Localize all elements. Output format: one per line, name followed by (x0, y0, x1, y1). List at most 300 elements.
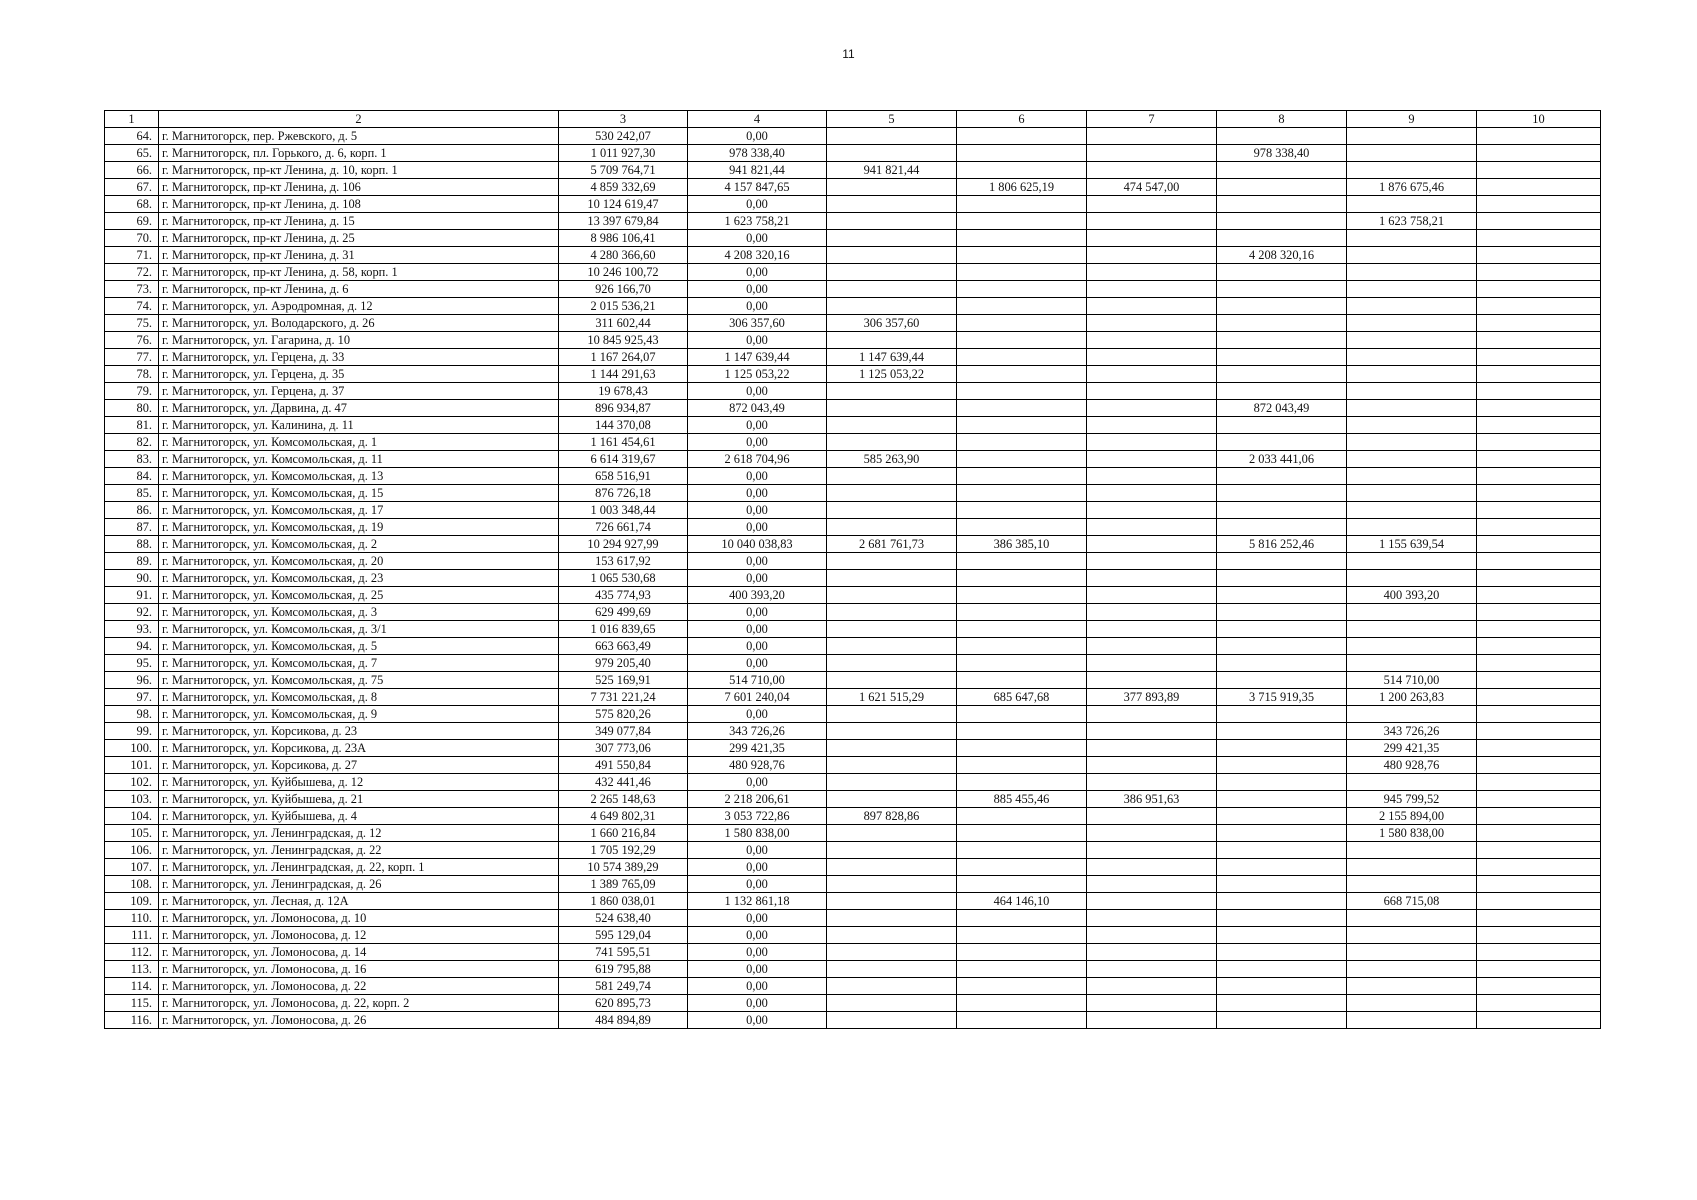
value-cell-9: 400 393,20 (1347, 587, 1477, 604)
value-cell-3: 6 614 319,67 (559, 451, 688, 468)
value-cell-8 (1217, 468, 1347, 485)
value-cell-7 (1087, 1012, 1217, 1029)
value-cell-3: 1 065 530,68 (559, 570, 688, 587)
value-cell-6 (957, 281, 1087, 298)
value-cell-6 (957, 723, 1087, 740)
value-cell-10 (1477, 961, 1601, 978)
address-cell: г. Магнитогорск, ул. Ленинградская, д. 22 (159, 842, 559, 859)
value-cell-5: 941 821,44 (827, 162, 957, 179)
row-number-cell: 71. (105, 247, 159, 264)
value-cell-6 (957, 706, 1087, 723)
value-cell-5 (827, 587, 957, 604)
value-cell-9 (1347, 944, 1477, 961)
value-cell-9 (1347, 400, 1477, 417)
value-cell-7: 474 547,00 (1087, 179, 1217, 196)
value-cell-6 (957, 808, 1087, 825)
value-cell-10 (1477, 213, 1601, 230)
address-cell: г. Магнитогорск, ул. Комсомольская, д. 5 (159, 638, 559, 655)
value-cell-4: 0,00 (688, 774, 827, 791)
value-cell-3: 435 774,93 (559, 587, 688, 604)
value-cell-8 (1217, 638, 1347, 655)
value-cell-4: 0,00 (688, 842, 827, 859)
row-number-cell: 115. (105, 995, 159, 1012)
table-row (105, 842, 1601, 859)
value-cell-7 (1087, 536, 1217, 553)
value-cell-4: 4 157 847,65 (688, 179, 827, 196)
value-cell-5 (827, 281, 957, 298)
value-cell-3: 4 859 332,69 (559, 179, 688, 196)
value-cell-10 (1477, 672, 1601, 689)
value-cell-7 (1087, 366, 1217, 383)
value-cell-10 (1477, 553, 1601, 570)
value-cell-5 (827, 434, 957, 451)
value-cell-9 (1347, 604, 1477, 621)
value-cell-10 (1477, 315, 1601, 332)
value-cell-4: 2 618 704,96 (688, 451, 827, 468)
value-cell-5 (827, 621, 957, 638)
value-cell-9 (1347, 706, 1477, 723)
value-cell-8 (1217, 621, 1347, 638)
table-row (105, 247, 1601, 264)
table-row (105, 587, 1601, 604)
address-cell: г. Магнитогорск, ул. Корсикова, д. 27 (159, 757, 559, 774)
value-cell-7 (1087, 502, 1217, 519)
value-cell-5 (827, 570, 957, 587)
table-row (105, 434, 1601, 451)
address-cell: г. Магнитогорск, ул. Комсомольская, д. 13 (159, 468, 559, 485)
value-cell-3: 979 205,40 (559, 655, 688, 672)
value-cell-6 (957, 332, 1087, 349)
value-cell-3: 484 894,89 (559, 1012, 688, 1029)
value-cell-4: 0,00 (688, 230, 827, 247)
value-cell-4: 0,00 (688, 638, 827, 655)
value-cell-5 (827, 791, 957, 808)
row-number-cell: 90. (105, 570, 159, 587)
value-cell-3: 1 144 291,63 (559, 366, 688, 383)
address-cell: г. Магнитогорск, ул. Ломоносова, д. 14 (159, 944, 559, 961)
value-cell-5 (827, 1012, 957, 1029)
value-cell-4: 0,00 (688, 961, 827, 978)
value-cell-10 (1477, 655, 1601, 672)
value-cell-3: 595 129,04 (559, 927, 688, 944)
table-row (105, 400, 1601, 417)
value-cell-6 (957, 553, 1087, 570)
value-cell-8 (1217, 281, 1347, 298)
value-cell-8: 4 208 320,16 (1217, 247, 1347, 264)
address-cell: г. Магнитогорск, пл. Горького, д. 6, корп. 1 (159, 145, 559, 162)
value-cell-6 (957, 638, 1087, 655)
value-cell-4: 0,00 (688, 978, 827, 995)
value-cell-9 (1347, 383, 1477, 400)
value-cell-7 (1087, 570, 1217, 587)
table-row (105, 859, 1601, 876)
row-number-cell: 104. (105, 808, 159, 825)
column-header: 6 (957, 111, 1087, 128)
value-cell-5 (827, 145, 957, 162)
value-cell-4: 0,00 (688, 910, 827, 927)
value-cell-5 (827, 128, 957, 145)
column-header: 1 (105, 111, 159, 128)
value-cell-3: 1 011 927,30 (559, 145, 688, 162)
value-cell-8 (1217, 502, 1347, 519)
value-cell-7 (1087, 825, 1217, 842)
address-cell: г. Магнитогорск, пр-кт Ленина, д. 58, корп. 1 (159, 264, 559, 281)
value-cell-8 (1217, 315, 1347, 332)
value-cell-10 (1477, 332, 1601, 349)
value-cell-9 (1347, 927, 1477, 944)
value-cell-5 (827, 553, 957, 570)
row-number-cell: 64. (105, 128, 159, 145)
value-cell-9: 480 928,76 (1347, 757, 1477, 774)
value-cell-7 (1087, 434, 1217, 451)
value-cell-7 (1087, 519, 1217, 536)
value-cell-3: 491 550,84 (559, 757, 688, 774)
value-cell-6 (957, 485, 1087, 502)
table-row (105, 672, 1601, 689)
value-cell-6 (957, 196, 1087, 213)
value-cell-4: 0,00 (688, 468, 827, 485)
value-cell-4: 0,00 (688, 944, 827, 961)
table-row (105, 740, 1601, 757)
value-cell-7: 386 951,63 (1087, 791, 1217, 808)
value-cell-5 (827, 944, 957, 961)
value-cell-9 (1347, 162, 1477, 179)
row-number-cell: 73. (105, 281, 159, 298)
table-row (105, 825, 1601, 842)
value-cell-8 (1217, 672, 1347, 689)
value-cell-6 (957, 519, 1087, 536)
row-number-cell: 101. (105, 757, 159, 774)
value-cell-5 (827, 723, 957, 740)
address-cell: г. Магнитогорск, пер. Ржевского, д. 5 (159, 128, 559, 145)
table-row (105, 128, 1601, 145)
value-cell-7 (1087, 417, 1217, 434)
address-cell: г. Магнитогорск, ул. Ленинградская, д. 12 (159, 825, 559, 842)
value-cell-4: 0,00 (688, 1012, 827, 1029)
value-cell-3: 619 795,88 (559, 961, 688, 978)
value-cell-9: 1 155 639,54 (1347, 536, 1477, 553)
address-cell: г. Магнитогорск, ул. Герцена, д. 33 (159, 349, 559, 366)
value-cell-5 (827, 757, 957, 774)
value-cell-3: 658 516,91 (559, 468, 688, 485)
value-cell-8 (1217, 808, 1347, 825)
value-cell-8 (1217, 434, 1347, 451)
value-cell-10 (1477, 978, 1601, 995)
value-cell-9 (1347, 519, 1477, 536)
value-cell-10 (1477, 485, 1601, 502)
value-cell-10 (1477, 621, 1601, 638)
value-cell-4: 480 928,76 (688, 757, 827, 774)
table-row (105, 910, 1601, 927)
value-cell-5 (827, 706, 957, 723)
value-cell-8 (1217, 587, 1347, 604)
address-cell: г. Магнитогорск, ул. Комсомольская, д. 7 (159, 655, 559, 672)
value-cell-6 (957, 587, 1087, 604)
value-cell-10 (1477, 859, 1601, 876)
value-cell-5 (827, 638, 957, 655)
value-cell-8 (1217, 213, 1347, 230)
value-cell-7 (1087, 298, 1217, 315)
table-row (105, 978, 1601, 995)
value-cell-7 (1087, 162, 1217, 179)
row-number-cell: 67. (105, 179, 159, 196)
value-cell-9 (1347, 961, 1477, 978)
table-row (105, 519, 1601, 536)
value-cell-7 (1087, 808, 1217, 825)
value-cell-4: 0,00 (688, 383, 827, 400)
value-cell-7 (1087, 553, 1217, 570)
address-cell: г. Магнитогорск, пр-кт Ленина, д. 31 (159, 247, 559, 264)
value-cell-10 (1477, 791, 1601, 808)
table-row (105, 196, 1601, 213)
value-cell-9 (1347, 366, 1477, 383)
value-cell-8 (1217, 230, 1347, 247)
value-cell-3: 307 773,06 (559, 740, 688, 757)
value-cell-3: 1 705 192,29 (559, 842, 688, 859)
value-cell-5 (827, 213, 957, 230)
value-cell-9: 945 799,52 (1347, 791, 1477, 808)
value-cell-3: 10 845 925,43 (559, 332, 688, 349)
address-cell: г. Магнитогорск, ул. Володарского, д. 26 (159, 315, 559, 332)
value-cell-7 (1087, 196, 1217, 213)
data-table-container (104, 110, 1600, 1029)
table-row (105, 366, 1601, 383)
value-cell-7 (1087, 247, 1217, 264)
row-number-cell: 79. (105, 383, 159, 400)
value-cell-4: 0,00 (688, 570, 827, 587)
value-cell-4: 4 208 320,16 (688, 247, 827, 264)
value-cell-5 (827, 842, 957, 859)
value-cell-10 (1477, 689, 1601, 706)
row-number-cell: 91. (105, 587, 159, 604)
value-cell-9: 1 580 838,00 (1347, 825, 1477, 842)
value-cell-9 (1347, 1012, 1477, 1029)
value-cell-5 (827, 196, 957, 213)
value-cell-6 (957, 961, 1087, 978)
value-cell-8 (1217, 706, 1347, 723)
value-cell-8 (1217, 961, 1347, 978)
value-cell-10 (1477, 162, 1601, 179)
value-cell-6 (957, 876, 1087, 893)
table-row (105, 264, 1601, 281)
column-header: 9 (1347, 111, 1477, 128)
value-cell-10 (1477, 587, 1601, 604)
value-cell-7 (1087, 604, 1217, 621)
value-cell-9 (1347, 451, 1477, 468)
table-row (105, 332, 1601, 349)
row-number-cell: 68. (105, 196, 159, 213)
value-cell-7 (1087, 349, 1217, 366)
value-cell-4: 0,00 (688, 706, 827, 723)
value-cell-4: 0,00 (688, 502, 827, 519)
value-cell-10 (1477, 706, 1601, 723)
address-cell: г. Магнитогорск, ул. Ломоносова, д. 22 (159, 978, 559, 995)
value-cell-4: 343 726,26 (688, 723, 827, 740)
table-row (105, 706, 1601, 723)
value-cell-7: 377 893,89 (1087, 689, 1217, 706)
value-cell-5 (827, 502, 957, 519)
table-row (105, 944, 1601, 961)
table-row (105, 553, 1601, 570)
value-cell-10 (1477, 366, 1601, 383)
value-cell-5 (827, 995, 957, 1012)
value-cell-5 (827, 893, 957, 910)
value-cell-4: 2 218 206,61 (688, 791, 827, 808)
value-cell-8 (1217, 910, 1347, 927)
address-cell: г. Магнитогорск, ул. Комсомольская, д. 9 (159, 706, 559, 723)
value-cell-10 (1477, 298, 1601, 315)
value-cell-4: 400 393,20 (688, 587, 827, 604)
table-row (105, 230, 1601, 247)
value-cell-6 (957, 621, 1087, 638)
value-cell-9 (1347, 774, 1477, 791)
value-cell-5: 1 621 515,29 (827, 689, 957, 706)
value-cell-6 (957, 672, 1087, 689)
value-cell-7 (1087, 315, 1217, 332)
value-cell-7 (1087, 230, 1217, 247)
row-number-cell: 93. (105, 621, 159, 638)
value-cell-9 (1347, 298, 1477, 315)
row-number-cell: 76. (105, 332, 159, 349)
value-cell-3: 525 169,91 (559, 672, 688, 689)
value-cell-5 (827, 179, 957, 196)
value-cell-6 (957, 502, 1087, 519)
address-cell: г. Магнитогорск, ул. Комсомольская, д. 3/1 (159, 621, 559, 638)
value-cell-10 (1477, 502, 1601, 519)
value-cell-9 (1347, 842, 1477, 859)
value-cell-3: 1 860 038,01 (559, 893, 688, 910)
value-cell-4: 299 421,35 (688, 740, 827, 757)
address-cell: г. Магнитогорск, ул. Куйбышева, д. 12 (159, 774, 559, 791)
address-cell: г. Магнитогорск, ул. Куйбышева, д. 21 (159, 791, 559, 808)
address-cell: г. Магнитогорск, ул. Герцена, д. 37 (159, 383, 559, 400)
value-cell-8 (1217, 757, 1347, 774)
row-number-cell: 74. (105, 298, 159, 315)
value-cell-4: 0,00 (688, 621, 827, 638)
value-cell-3: 2 015 536,21 (559, 298, 688, 315)
value-cell-3: 5 709 764,71 (559, 162, 688, 179)
value-cell-6 (957, 995, 1087, 1012)
value-cell-10 (1477, 893, 1601, 910)
table-row (105, 621, 1601, 638)
value-cell-6 (957, 604, 1087, 621)
value-cell-8 (1217, 927, 1347, 944)
table-row (105, 468, 1601, 485)
value-cell-4: 0,00 (688, 876, 827, 893)
value-cell-4: 0,00 (688, 655, 827, 672)
value-cell-9 (1347, 128, 1477, 145)
table-row (105, 315, 1601, 332)
value-cell-10 (1477, 179, 1601, 196)
value-cell-9: 1 623 758,21 (1347, 213, 1477, 230)
address-cell: г. Магнитогорск, ул. Комсомольская, д. 23 (159, 570, 559, 587)
value-cell-9 (1347, 281, 1477, 298)
value-cell-8: 978 338,40 (1217, 145, 1347, 162)
value-cell-7 (1087, 774, 1217, 791)
value-cell-4: 10 040 038,83 (688, 536, 827, 553)
value-cell-7 (1087, 638, 1217, 655)
table-row (105, 1012, 1601, 1029)
value-cell-5 (827, 859, 957, 876)
address-cell: г. Магнитогорск, ул. Комсомольская, д. 19 (159, 519, 559, 536)
value-cell-8 (1217, 876, 1347, 893)
value-cell-5: 306 357,60 (827, 315, 957, 332)
address-cell: г. Магнитогорск, ул. Комсомольская, д. 15 (159, 485, 559, 502)
value-cell-3: 4 280 366,60 (559, 247, 688, 264)
value-cell-5 (827, 774, 957, 791)
value-cell-10 (1477, 876, 1601, 893)
address-cell: г. Магнитогорск, ул. Комсомольская, д. 1 (159, 434, 559, 451)
value-cell-3: 575 820,26 (559, 706, 688, 723)
value-cell-6 (957, 383, 1087, 400)
address-cell: г. Магнитогорск, ул. Комсомольская, д. 3 (159, 604, 559, 621)
row-number-cell: 109. (105, 893, 159, 910)
address-cell: г. Магнитогорск, ул. Гагарина, д. 10 (159, 332, 559, 349)
value-cell-6: 464 146,10 (957, 893, 1087, 910)
address-cell: г. Магнитогорск, ул. Ломоносова, д. 12 (159, 927, 559, 944)
value-cell-5 (827, 383, 957, 400)
value-cell-3: 144 370,08 (559, 417, 688, 434)
column-header: 2 (159, 111, 559, 128)
row-number-cell: 81. (105, 417, 159, 434)
row-number-cell: 100. (105, 740, 159, 757)
value-cell-8 (1217, 366, 1347, 383)
address-cell: г. Магнитогорск, ул. Комсомольская, д. 11 (159, 451, 559, 468)
data-table (104, 110, 1601, 1029)
table-body (105, 128, 1601, 1029)
value-cell-9 (1347, 502, 1477, 519)
row-number-cell: 113. (105, 961, 159, 978)
value-cell-7 (1087, 655, 1217, 672)
table-row (105, 281, 1601, 298)
value-cell-3: 7 731 221,24 (559, 689, 688, 706)
address-cell: г. Магнитогорск, ул. Комсомольская, д. 2 (159, 536, 559, 553)
value-cell-10 (1477, 723, 1601, 740)
row-number-cell: 95. (105, 655, 159, 672)
value-cell-10 (1477, 519, 1601, 536)
table-row (105, 604, 1601, 621)
value-cell-5 (827, 825, 957, 842)
value-cell-10 (1477, 434, 1601, 451)
row-number-cell: 92. (105, 604, 159, 621)
value-cell-9: 668 715,08 (1347, 893, 1477, 910)
value-cell-5 (827, 927, 957, 944)
value-cell-5 (827, 332, 957, 349)
value-cell-8 (1217, 842, 1347, 859)
value-cell-10 (1477, 264, 1601, 281)
row-number-cell: 96. (105, 672, 159, 689)
value-cell-4: 0,00 (688, 927, 827, 944)
value-cell-3: 13 397 679,84 (559, 213, 688, 230)
value-cell-7 (1087, 485, 1217, 502)
row-number-cell: 70. (105, 230, 159, 247)
value-cell-6 (957, 213, 1087, 230)
address-cell: г. Магнитогорск, пр-кт Ленина, д. 10, корп. 1 (159, 162, 559, 179)
table-row (105, 808, 1601, 825)
value-cell-8: 5 816 252,46 (1217, 536, 1347, 553)
address-cell: г. Магнитогорск, ул. Комсомольская, д. 25 (159, 587, 559, 604)
value-cell-9: 1 200 263,83 (1347, 689, 1477, 706)
value-cell-6 (957, 842, 1087, 859)
address-cell: г. Магнитогорск, ул. Лесная, д. 12А (159, 893, 559, 910)
table-row (105, 298, 1601, 315)
value-cell-8 (1217, 723, 1347, 740)
value-cell-9 (1347, 553, 1477, 570)
address-cell: г. Магнитогорск, ул. Корсикова, д. 23А (159, 740, 559, 757)
value-cell-9 (1347, 859, 1477, 876)
value-cell-7 (1087, 145, 1217, 162)
value-cell-3: 726 661,74 (559, 519, 688, 536)
